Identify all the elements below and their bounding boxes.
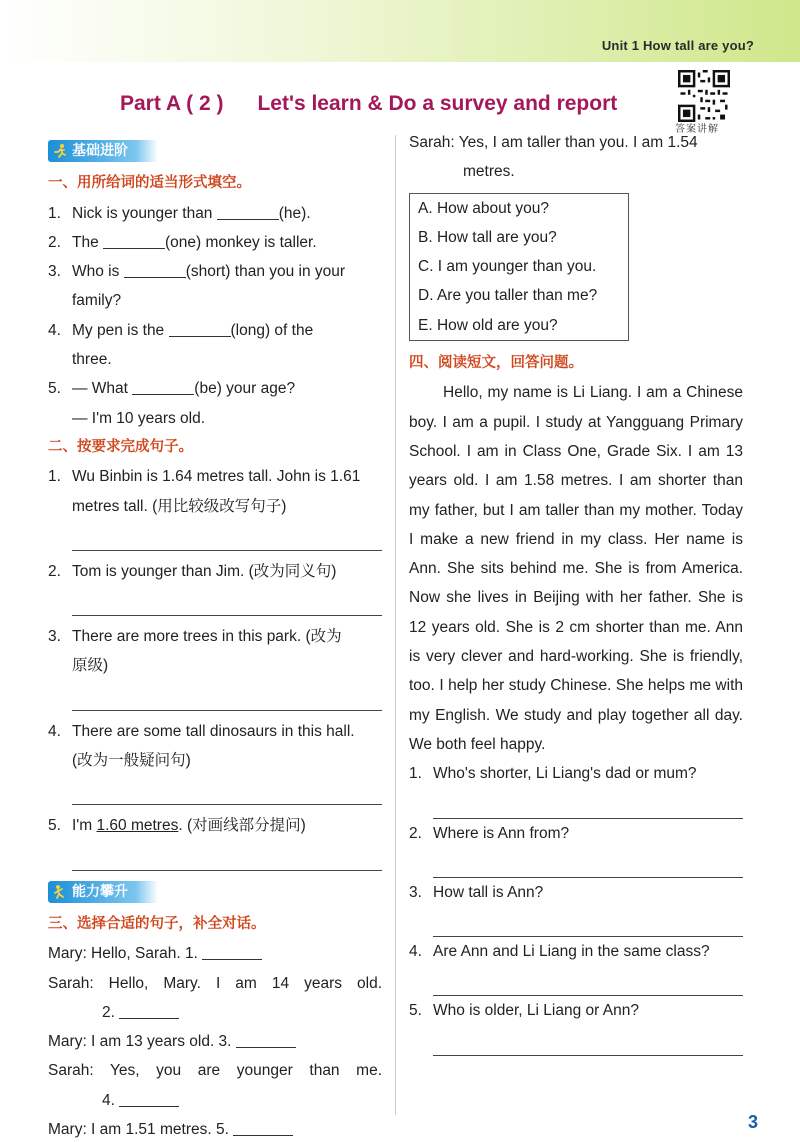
lesson-title — [120, 92, 617, 116]
fill-item-5: 5. — What (be) your age? — [48, 380, 296, 398]
answer-blank[interactable] — [233, 1120, 293, 1136]
option-e: E. How old are you? — [418, 316, 558, 334]
rewrite-item-5: 5. I'm 1.60 metres. (对画线部分提问) — [48, 817, 306, 835]
rewrite-item-2: 2. Tom is younger than Jim. (改为同义句) — [48, 562, 337, 580]
fill-item-1: 1. Nick is younger than (he). — [48, 204, 311, 222]
part-label: Part A ( 2 ) — [120, 92, 224, 115]
answer-blank[interactable] — [169, 321, 231, 337]
question-1: 1. Who's shorter, Li Liang's dad or mum? — [409, 765, 697, 783]
section-4-heading: 四、阅读短文，回答问题。 — [409, 355, 583, 372]
climber-icon — [52, 884, 68, 900]
section-3-heading: 三、选择合适的句子，补全对话。 — [48, 915, 266, 932]
section-1-heading: 一、用所给词的适当形式填空。 — [48, 175, 251, 192]
dialogue-line: 2. — [48, 998, 382, 1027]
answer-line[interactable] — [72, 841, 382, 871]
answer-line[interactable] — [72, 521, 382, 551]
unit-title: Unit 1 How tall are you? — [601, 38, 754, 53]
options-box — [409, 193, 629, 341]
question-3: 3. How tall is Ann? — [409, 883, 544, 901]
left-column: 基础进阶 一、用所给词的适当形式填空。 1. Nick is younger than (he). 2. The (one) monkey is taller. 3. Who is (short) than you in your family? 4. My pen is the (long) of the three. 5. — What (be) your age? — I'm 10 years old. 二、按要求完成句子。 1. Wu Binbin is 1.64 metres tall. John is 1.61 metres tall. (用比较级改写句子) 2. Tom is younger than Jim. (改为同义句) 3. There are more trees in this park. (改为 原级) 4. There are some tall dinosaurs in this hall. (改为一般疑问句) 5. I'm 1.60 metres. (对画线部分提问) 能力攀升 三、选择合适的句子，补全对话。 Mary: Hello, Sarah. 1. Sarah: Hello, Mary. I am 14 years old. 2. Mary: I am 13 years old. 3. Sarah: Yes, you are younger than me. 4. Mary: I am 1.51 metres. 5. — [48, 136, 382, 1142]
reading-passage: Hello, my name is Li Liang. I am a Chinese boy. I am a pupil. I study at Yangguang Primary School. I am in Class One, Grade Six. I am 13 years old. I am 1.58 metres. I am shorter than my father, but I am taller than my mother. Today I make a new friend in my class. Her name is Ann. She sits behind me. She is from America. Now she lives in Beijing with her father. She is 12 years old. She is 2 cm shorter than me. Ann is very clever and hard-working. She is friendly, too. I help her study Chinese. She helps me with my English. We study and play together all day. We both feel happy. — [409, 384, 743, 753]
fill-item-2: 2. The (one) monkey is taller. — [48, 233, 317, 251]
answer-blank[interactable] — [119, 1091, 179, 1107]
answer-line[interactable] — [433, 1026, 743, 1056]
right-column — [409, 128, 743, 1056]
option-b: B. How tall are you? — [418, 228, 557, 246]
advanced-badge: 能力攀升 — [48, 881, 158, 903]
dialogue-line: Mary: Hello, Sarah. 1. — [48, 939, 382, 968]
runner-icon — [52, 143, 68, 159]
answer-blank[interactable] — [236, 1032, 296, 1048]
question-2: 2. Where is Ann from? — [409, 824, 570, 842]
header-band — [0, 0, 800, 62]
dialogue-line: Mary: I am 1.51 metres. 5. — [48, 1115, 382, 1142]
basic-badge: 基础进阶 — [48, 140, 158, 162]
answer-blank[interactable] — [217, 204, 279, 220]
answer-line[interactable] — [72, 681, 382, 711]
answer-line[interactable] — [72, 586, 382, 616]
answer-line[interactable] — [433, 848, 743, 878]
dialogue-line: Sarah: Yes, you are younger than me. — [48, 1062, 382, 1080]
dialogue-line: Sarah: Yes, I am taller than you. I am 1.54 — [409, 134, 698, 151]
answer-line[interactable] — [433, 789, 743, 819]
answer-line[interactable] — [433, 907, 743, 937]
dialogue-line: Sarah: Hello, Mary. I am 14 years old. — [48, 974, 382, 992]
question-5: 5. Who is older, Li Liang or Ann? — [409, 1002, 639, 1020]
fill-item-4: 4. My pen is the (long) of the — [48, 321, 314, 339]
answer-line[interactable] — [72, 775, 382, 805]
dialogue-line: Mary: I am 13 years old. 3. — [48, 1027, 382, 1056]
rewrite-item-1: 1. Wu Binbin is 1.64 metres tall. John is 1.61 — [48, 468, 361, 486]
question-4: 4. Are Ann and Li Liang in the same class? — [409, 943, 710, 961]
option-a: A. How about you? — [418, 199, 549, 217]
answer-blank[interactable] — [103, 233, 165, 249]
answer-blank[interactable] — [132, 379, 194, 395]
answer-blank[interactable] — [124, 262, 186, 278]
dialogue-line: 4. — [48, 1086, 382, 1115]
page-number: 3 — [747, 1112, 758, 1132]
dialogue-line: metres. — [463, 163, 515, 181]
fill-item-3: 3. Who is (short) than you in your — [48, 263, 346, 281]
rewrite-item-4: 4. There are some tall dinosaurs in this hall. — [48, 722, 355, 740]
underlined-phrase: 1.60 metres — [96, 817, 179, 835]
rewrite-item-3: 3. There are more trees in this park. (改为 — [48, 628, 342, 646]
answer-line[interactable] — [433, 966, 743, 996]
column-divider — [395, 135, 396, 1115]
option-d: D. Are you taller than me? — [418, 287, 598, 305]
qr-code-icon[interactable] — [678, 70, 730, 122]
answer-blank[interactable] — [119, 1003, 179, 1019]
option-c: C. I am younger than you. — [418, 258, 597, 276]
answer-blank[interactable] — [202, 944, 262, 960]
topic-label: Let's learn & Do a survey and report — [257, 92, 618, 115]
section-2-heading: 二、按要求完成句子。 — [48, 438, 193, 455]
qr-caption: 答案讲解 — [675, 124, 719, 135]
